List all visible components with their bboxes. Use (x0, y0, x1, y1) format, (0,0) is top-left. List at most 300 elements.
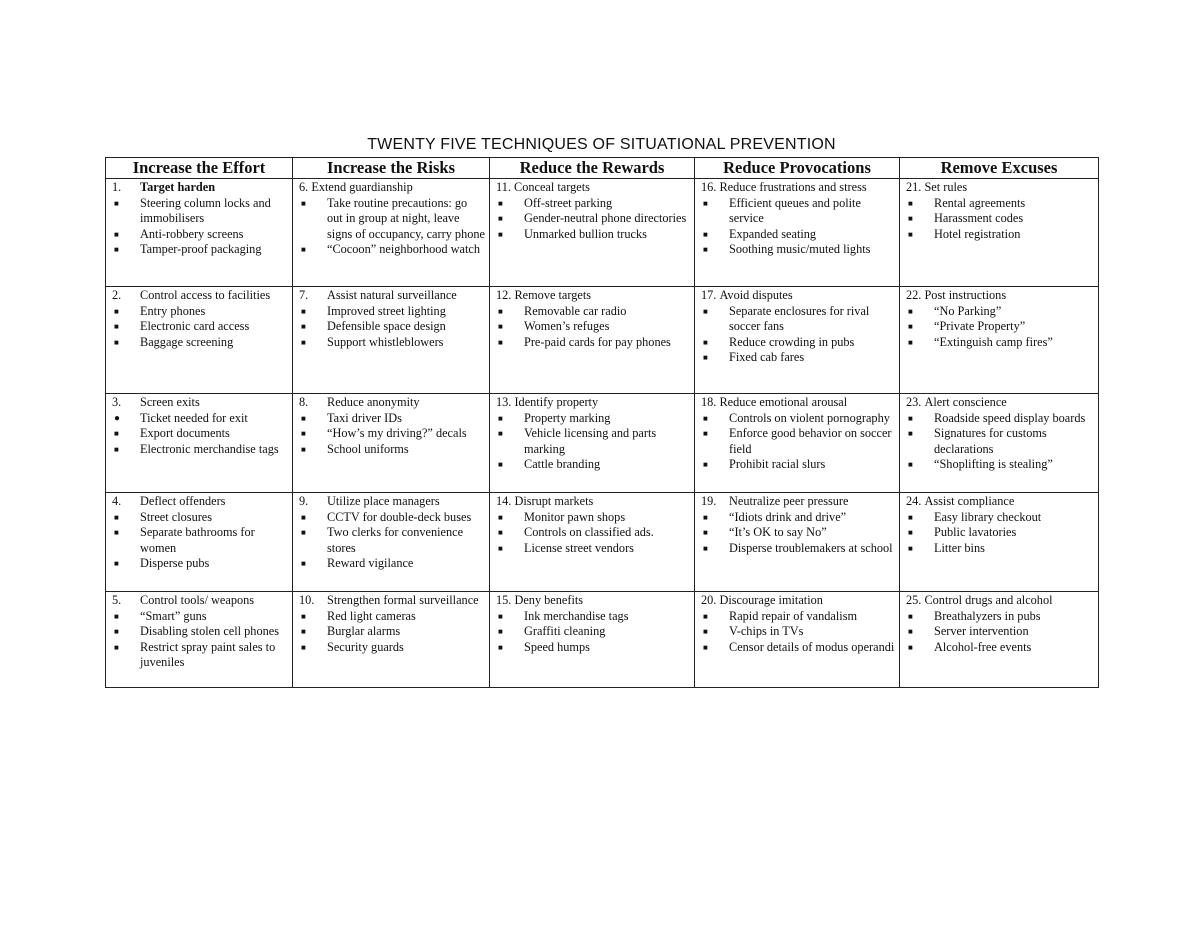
list-item-text: Roadside speed display boards (934, 410, 1086, 425)
technique-examples-list (496, 609, 690, 656)
square-bullet-icon: ■ (498, 512, 503, 522)
list-item-text: Cattle branding (524, 457, 601, 472)
technique-examples-list (906, 609, 1094, 656)
list-item (299, 556, 485, 572)
list-item (701, 350, 895, 366)
technique-examples-list (299, 411, 485, 458)
list-item (299, 196, 485, 243)
technique-cell (106, 394, 293, 493)
technique-number: 21. (906, 180, 922, 194)
technique-number: 3. (112, 395, 122, 409)
list-item (701, 624, 895, 640)
table-row (106, 592, 1099, 688)
list-item-text: Rapid repair of vandalism (729, 608, 858, 623)
list-item-text: Efficient queues and polite service (729, 195, 861, 226)
list-item-text: Take routine precautions: go out in group at night, leave signs of occupancy, carry phone (327, 195, 485, 241)
list-item-text: “Smart” guns (140, 608, 207, 623)
square-bullet-icon: ■ (908, 429, 913, 439)
technique-number: 4. (112, 494, 122, 508)
technique-examples-list (112, 609, 288, 671)
list-item-text: Separate bathrooms for women (140, 525, 255, 555)
list-item (906, 211, 1094, 227)
list-item-text: Alcohol-free events (934, 639, 1032, 654)
square-bullet-icon: ■ (703, 528, 708, 538)
square-bullet-icon: ■ (301, 306, 306, 316)
list-item (496, 304, 690, 320)
list-item-text: “No Parking” (934, 303, 1002, 318)
technique-examples-list (906, 196, 1094, 243)
technique-heading (701, 395, 895, 411)
list-item (701, 510, 895, 526)
list-item-text: Reward vigilance (327, 556, 414, 571)
list-item (906, 196, 1094, 212)
square-bullet-icon: ■ (114, 229, 119, 239)
technique-number: 1. (112, 180, 122, 194)
list-item-text: “Cocoon” neighborhood watch (327, 242, 480, 257)
technique-number: 14. (496, 494, 512, 508)
square-bullet-icon: ■ (114, 306, 119, 316)
technique-heading-text: Control drugs and alcohol (924, 593, 1053, 607)
technique-examples-list (299, 304, 485, 351)
list-item (701, 196, 895, 227)
list-item (496, 541, 690, 557)
technique-number: 12. (496, 288, 512, 302)
square-bullet-icon: ■ (301, 198, 306, 208)
list-item (112, 411, 288, 427)
square-bullet-icon: ■ (703, 543, 708, 553)
technique-cell (900, 287, 1099, 394)
list-item (906, 510, 1094, 526)
square-bullet-icon: ■ (114, 611, 119, 621)
list-item (906, 624, 1094, 640)
list-item-text: Restrict spray paint sales to juveniles (140, 639, 276, 670)
technique-examples-list (906, 510, 1094, 557)
technique-cell (490, 179, 695, 287)
technique-cell (293, 287, 490, 394)
list-item-text: Property marking (524, 410, 611, 425)
technique-heading (496, 395, 690, 411)
list-item-text: Separate enclosures for rival soccer fans (729, 303, 870, 334)
list-item (496, 525, 690, 541)
list-item-text: Tamper-proof packaging (140, 242, 262, 257)
list-item-text: Public lavatories (934, 525, 1017, 540)
list-item-text: “Shoplifting is stealing” (934, 457, 1053, 472)
technique-cell (106, 179, 293, 287)
square-bullet-icon: ■ (703, 306, 708, 316)
table-row (106, 394, 1099, 493)
page-title: TWENTY FIVE TECHNIQUES OF SITUATIONAL PREVENTION (367, 136, 836, 153)
technique-number: 19. (701, 494, 717, 508)
square-bullet-icon: ■ (498, 198, 503, 208)
technique-heading (112, 494, 288, 510)
list-item (701, 335, 895, 351)
square-bullet-icon: ■ (114, 245, 119, 255)
square-bullet-icon: ■ (703, 337, 708, 347)
list-item (112, 609, 288, 625)
list-item (112, 319, 288, 335)
square-bullet-icon: ■ (703, 245, 708, 255)
technique-heading-text: Discourage imitation (719, 593, 823, 607)
square-bullet-icon: ■ (908, 229, 913, 239)
list-item (906, 457, 1094, 473)
list-item-text: Prohibit racial slurs (729, 457, 826, 472)
technique-heading-text: Deflect offenders (140, 494, 226, 508)
square-bullet-icon: ■ (703, 413, 708, 423)
list-item (906, 541, 1094, 557)
technique-number: 24. (906, 494, 922, 508)
technique-heading (496, 593, 690, 609)
list-item-text: Unmarked bullion trucks (524, 226, 647, 241)
list-item-text: Litter bins (934, 540, 985, 555)
list-item (701, 609, 895, 625)
list-item-text: Red light cameras (327, 608, 416, 623)
list-item-text: Ticket needed for exit (140, 410, 248, 425)
technique-cell (106, 493, 293, 592)
list-item (496, 211, 690, 227)
list-item-text: Soothing music/muted lights (729, 242, 871, 257)
technique-cell (490, 394, 695, 493)
list-item (906, 411, 1094, 427)
list-item-text: Electronic merchandise tags (140, 441, 279, 456)
technique-number: 10. (299, 593, 315, 607)
square-bullet-icon: ■ (301, 559, 306, 569)
square-bullet-icon: ■ (498, 413, 503, 423)
technique-heading (112, 288, 288, 304)
list-item-text: Rental agreements (934, 195, 1026, 210)
square-bullet-icon: ■ (114, 512, 119, 522)
table-row (106, 179, 1099, 287)
list-item (496, 457, 690, 473)
technique-number: 20. (701, 593, 717, 607)
list-item-text: Anti-robbery screens (140, 226, 244, 241)
square-bullet-icon: ■ (114, 444, 119, 454)
square-bullet-icon: ■ (301, 444, 306, 454)
list-item (112, 442, 288, 458)
technique-cell (293, 179, 490, 287)
list-item (299, 609, 485, 625)
square-bullet-icon: ■ (908, 627, 913, 637)
square-bullet-icon: ■ (301, 611, 306, 621)
square-bullet-icon: ■ (114, 559, 119, 569)
technique-heading (906, 288, 1094, 304)
list-item-text: School uniforms (327, 441, 409, 456)
list-item-text: Off-street parking (524, 195, 613, 210)
list-item-text: Harassment codes (934, 211, 1024, 226)
technique-heading (112, 395, 288, 411)
square-bullet-icon: ■ (301, 413, 306, 423)
list-item-text: Reduce crowding in pubs (729, 334, 855, 349)
square-bullet-icon: ■ (498, 528, 503, 538)
list-item (701, 227, 895, 243)
square-bullet-icon: ■ (908, 214, 913, 224)
technique-number: 11. (496, 180, 511, 194)
list-item-text: Easy library checkout (934, 509, 1042, 524)
square-bullet-icon: ■ (908, 611, 913, 621)
technique-number: 2. (112, 288, 122, 302)
technique-examples-list (112, 510, 288, 572)
list-item (299, 525, 485, 556)
square-bullet-icon: ■ (498, 611, 503, 621)
list-item-text: Server intervention (934, 624, 1029, 639)
technique-cell (490, 592, 695, 688)
list-item (496, 609, 690, 625)
technique-heading-text: Utilize place managers (327, 494, 440, 508)
table-row (106, 287, 1099, 394)
technique-examples-list (701, 304, 895, 366)
technique-examples-list (299, 609, 485, 656)
list-item (112, 640, 288, 671)
square-bullet-icon: ■ (114, 627, 119, 637)
list-item-text: Speed humps (524, 639, 590, 654)
list-item (299, 640, 485, 656)
technique-heading-text: Conceal targets (514, 180, 590, 194)
square-bullet-icon: ■ (908, 337, 913, 347)
technique-number: 7. (299, 288, 309, 302)
technique-cell (490, 493, 695, 592)
list-item-text: Burglar alarms (327, 624, 401, 639)
square-bullet-icon: ■ (498, 229, 503, 239)
square-bullet-icon: ■ (703, 642, 708, 652)
list-item-text: Street closures (140, 509, 213, 524)
column-header-increase-risks: Increase the Risks (293, 158, 490, 179)
technique-examples-list (906, 304, 1094, 351)
technique-heading (701, 180, 895, 196)
table-body (106, 179, 1099, 688)
technique-heading (496, 288, 690, 304)
technique-heading-text: Alert conscience (924, 395, 1007, 409)
list-item-text: “Extinguish camp fires” (934, 334, 1053, 349)
list-item-text: Disabling stolen cell phones (140, 624, 280, 639)
technique-heading (906, 395, 1094, 411)
list-item (906, 335, 1094, 351)
list-item-text: Controls on violent pornography (729, 410, 890, 425)
list-item-text: “Idiots drink and drive” (729, 509, 847, 524)
square-bullet-icon: ■ (301, 512, 306, 522)
technique-heading (906, 494, 1094, 510)
list-item (299, 510, 485, 526)
technique-number: 5. (112, 593, 122, 607)
list-item (701, 525, 895, 541)
technique-heading (299, 593, 485, 609)
technique-number: 23. (906, 395, 922, 409)
list-item (112, 525, 288, 556)
list-item (701, 457, 895, 473)
technique-heading-text: Target harden (140, 180, 216, 194)
technique-heading-text: Strengthen formal surveillance (327, 593, 479, 607)
list-item-text: Steering column locks and immobilisers (140, 195, 271, 226)
list-item-text: Ink merchandise tags (524, 608, 629, 623)
list-item-text: CCTV for double-deck buses (327, 509, 472, 524)
technique-heading (299, 494, 485, 510)
square-bullet-icon: ■ (114, 322, 119, 332)
list-item-text: Security guards (327, 639, 404, 654)
square-bullet-icon: ■ (114, 528, 119, 538)
technique-cell (900, 493, 1099, 592)
list-item (701, 541, 895, 557)
list-item (299, 335, 485, 351)
technique-heading-text: Post instructions (924, 288, 1007, 302)
technique-examples-list (299, 196, 485, 258)
column-header-reduce-provocations: Reduce Provocations (695, 158, 900, 179)
technique-heading (299, 180, 485, 196)
technique-heading-text: Assist natural surveillance (327, 288, 457, 302)
list-item-text: Vehicle licensing and parts marking (524, 426, 657, 456)
square-bullet-icon: ■ (703, 198, 708, 208)
list-item-text: Export documents (140, 426, 230, 441)
technique-cell (695, 592, 900, 688)
list-item (906, 319, 1094, 335)
list-item (701, 304, 895, 335)
list-item-text: Disperse troublemakers at school (729, 540, 893, 555)
technique-number: 25. (906, 593, 922, 607)
list-item-text: Signatures for customs declarations (934, 426, 1047, 456)
list-item-text: Taxi driver IDs (327, 410, 402, 425)
technique-number: 15. (496, 593, 512, 607)
list-item-text: Controls on classified ads. (524, 525, 654, 540)
square-bullet-icon: ■ (908, 198, 913, 208)
list-item (299, 442, 485, 458)
technique-heading (299, 395, 485, 411)
list-item (112, 510, 288, 526)
technique-examples-list (496, 304, 690, 351)
technique-number: 17. (701, 288, 717, 302)
list-item (701, 242, 895, 258)
list-item (112, 242, 288, 258)
technique-number: 9. (299, 494, 309, 508)
list-item (496, 319, 690, 335)
list-item (496, 426, 690, 457)
technique-heading (299, 288, 485, 304)
technique-cell (695, 493, 900, 592)
list-item (299, 624, 485, 640)
technique-heading-text: Remove targets (514, 288, 592, 302)
list-item (496, 624, 690, 640)
list-item (906, 426, 1094, 457)
list-item (112, 426, 288, 442)
square-bullet-icon: ■ (703, 429, 708, 439)
technique-examples-list (112, 411, 288, 458)
technique-heading-text: Reduce emotional arousal (719, 395, 848, 409)
technique-heading (496, 494, 690, 510)
technique-examples-list (112, 304, 288, 351)
column-header-increase-effort: Increase the Effort (106, 158, 293, 179)
technique-examples-list (701, 609, 895, 656)
square-bullet-icon: ■ (498, 642, 503, 652)
dot-bullet-icon: ● (114, 412, 121, 424)
list-item-text: Two clerks for convenience stores (327, 525, 464, 555)
technique-cell (695, 394, 900, 493)
technique-examples-list (701, 411, 895, 473)
square-bullet-icon: ■ (498, 322, 503, 332)
technique-heading (701, 494, 895, 510)
technique-examples-list (906, 411, 1094, 473)
list-item-text: Improved street lighting (327, 303, 446, 318)
technique-heading-text: Disrupt markets (514, 494, 594, 508)
list-item (496, 335, 690, 351)
square-bullet-icon: ■ (908, 413, 913, 423)
list-item-text: Disperse pubs (140, 556, 210, 571)
square-bullet-icon: ■ (908, 528, 913, 538)
list-item-text: Pre-paid cards for pay phones (524, 334, 671, 349)
list-item-text: Monitor pawn shops (524, 509, 626, 524)
square-bullet-icon: ■ (908, 460, 913, 470)
list-item-text: Baggage screening (140, 334, 234, 349)
table-row (106, 493, 1099, 592)
list-item (496, 411, 690, 427)
list-item-text: “How’s my driving?” decals (327, 426, 467, 441)
list-item (906, 525, 1094, 541)
list-item-text: Expanded seating (729, 226, 817, 241)
list-item (299, 319, 485, 335)
list-item (496, 227, 690, 243)
technique-number: 13. (496, 395, 512, 409)
technique-heading-text: Neutralize peer pressure (729, 494, 849, 508)
technique-examples-list (701, 510, 895, 557)
technique-cell (106, 592, 293, 688)
technique-cell (293, 493, 490, 592)
technique-cell (695, 287, 900, 394)
technique-examples-list (496, 196, 690, 243)
square-bullet-icon: ■ (301, 322, 306, 332)
square-bullet-icon: ■ (703, 353, 708, 363)
square-bullet-icon: ■ (301, 337, 306, 347)
technique-heading-text: Identify property (514, 395, 599, 409)
list-item (299, 411, 485, 427)
square-bullet-icon: ■ (301, 245, 306, 255)
square-bullet-icon: ■ (114, 337, 119, 347)
square-bullet-icon: ■ (908, 642, 913, 652)
list-item-text: Defensible space design (327, 319, 446, 334)
square-bullet-icon: ■ (114, 642, 119, 652)
list-item-text: Censor details of modus operandi (729, 639, 895, 654)
list-item (112, 335, 288, 351)
list-item (906, 609, 1094, 625)
list-item (701, 411, 895, 427)
square-bullet-icon: ■ (498, 306, 503, 316)
list-item (906, 640, 1094, 656)
technique-heading-text: Deny benefits (514, 593, 584, 607)
technique-number: 16. (701, 180, 717, 194)
technique-heading (906, 593, 1094, 609)
list-item-text: Graffiti cleaning (524, 624, 606, 639)
list-item-text: Entry phones (140, 303, 206, 318)
square-bullet-icon: ■ (498, 627, 503, 637)
square-bullet-icon: ■ (301, 429, 306, 439)
list-item (112, 556, 288, 572)
square-bullet-icon: ■ (301, 642, 306, 652)
technique-heading-text: Screen exits (140, 395, 200, 409)
square-bullet-icon: ■ (908, 512, 913, 522)
square-bullet-icon: ■ (498, 337, 503, 347)
technique-heading-text: Control tools/ weapons (140, 593, 255, 607)
list-item (701, 640, 895, 656)
technique-cell (293, 394, 490, 493)
list-item (496, 640, 690, 656)
square-bullet-icon: ■ (908, 543, 913, 553)
technique-number: 8. (299, 395, 309, 409)
technique-number: 6. (299, 180, 309, 194)
list-item-text: “It’s OK to say No” (729, 525, 827, 540)
technique-heading (496, 180, 690, 196)
list-item-text: Gender-neutral phone directories (524, 211, 687, 226)
technique-cell (900, 179, 1099, 287)
column-header-reduce-rewards: Reduce the Rewards (490, 158, 695, 179)
square-bullet-icon: ■ (703, 512, 708, 522)
square-bullet-icon: ■ (114, 198, 119, 208)
list-item-text: Fixed cab fares (729, 350, 805, 365)
list-item-text: Removable car radio (524, 303, 627, 318)
list-item (112, 304, 288, 320)
